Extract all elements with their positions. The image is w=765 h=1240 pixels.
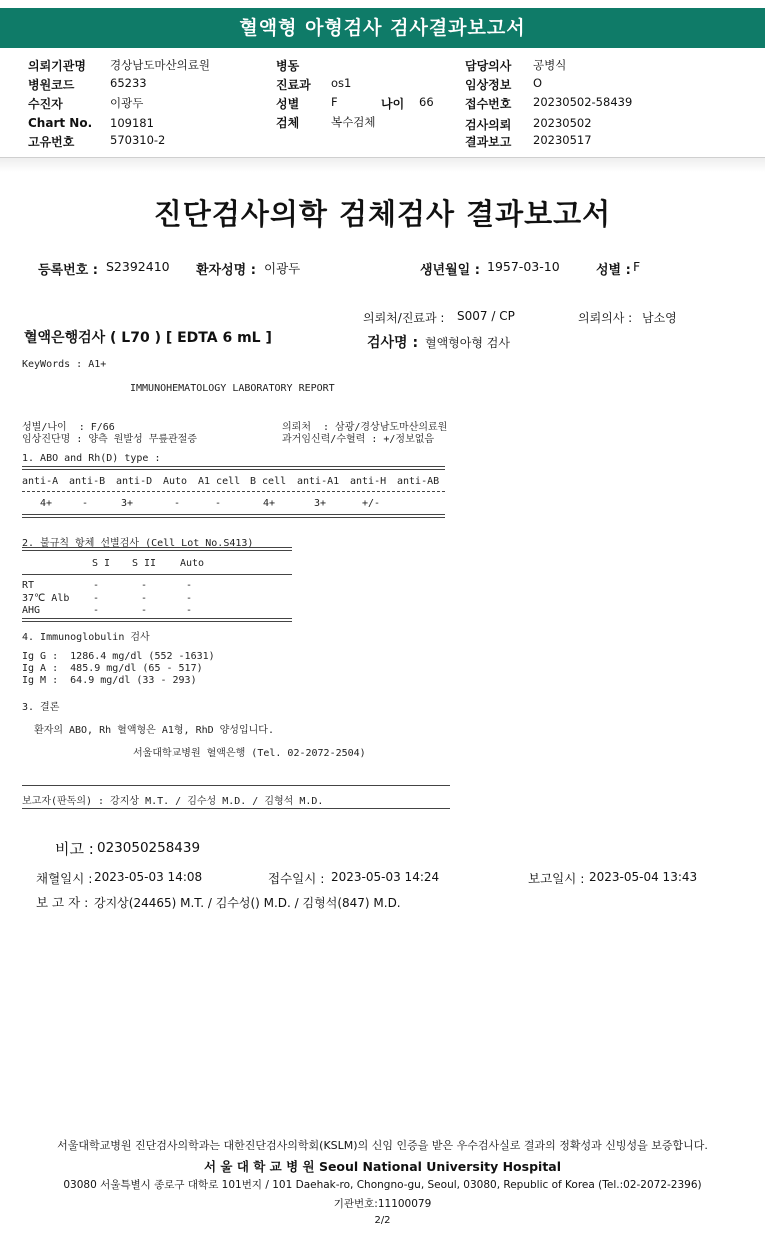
keywords: KeyWords : A1+ [22,359,107,370]
divider [22,466,445,470]
header-value: O [533,76,543,90]
screen-row-label: 37℃ Alb [22,593,70,604]
report-time-label: 보고일시 : [528,871,585,886]
section4-title: 4. Immunoglobulin 검사 [22,632,150,643]
header-banner [0,8,765,48]
collect-value: 2023-05-03 14:08 [94,870,203,884]
screen-cell: - [93,605,100,616]
abo-header: anti-D [116,476,153,487]
abo-header: anti-A1 [297,476,340,487]
divider [22,491,445,492]
screen-cell: - [93,593,100,604]
section3-title: 3. 결론 [22,702,60,713]
section1-title: 1. ABO and Rh(D) type : [22,453,161,464]
header-value: os1 [331,76,352,90]
reporter-value: 강지상(24465) M.T. / 김수성() M.D. / 김형석(847) M.D. [94,896,401,910]
test-name-value: 혈액형아형 검사 [425,336,510,350]
report-title: 진단검사의학 검체검사 결과보고서 [153,197,612,231]
ig-line: Ig A : 485.9 mg/dl (65 - 517) [22,663,203,674]
header-label: 병원코드 [28,78,75,92]
remark-label: 비고 : [55,840,94,858]
header-value: 66 [419,95,434,109]
abo-value: - [174,498,181,509]
abo-value: 3+ [314,498,327,509]
header-value: 65233 [110,76,147,90]
report-time-value: 2023-05-04 13:43 [589,870,698,884]
reporter-label: 보 고 자 : [36,895,89,910]
doctor-value: 남소영 [642,311,677,325]
screen-cell: - [186,580,193,591]
abo-header: Auto [163,476,188,487]
abo-value: 4+ [40,498,53,509]
header-label: 검사의뢰 [465,118,512,132]
header-label: 나이 [381,97,405,111]
receive-label: 접수일시 : [268,871,325,886]
reg-number-label: 등록번호 : [38,263,98,278]
section2-title: 2. 불규칙 항체 선별검사 (Cell Lot No.S413) [22,538,254,549]
header-label: 수진자 [28,97,63,111]
screen-cell: - [141,605,148,616]
footer-code: 기관번호:11100079 [333,1198,432,1210]
sex-age-line: 성별/나이 : F/66 [22,422,115,433]
header-label: 성별 [276,97,300,111]
screen-cell: - [93,580,100,591]
screen-cell: - [186,593,193,604]
sex-label: 성별 : [596,263,631,278]
patient-name-label: 환자성명 : [196,263,256,278]
abo-header: anti-B [69,476,106,487]
receive-value: 2023-05-03 14:24 [331,870,440,884]
header-label: 접수번호 [465,97,512,111]
abo-value: 3+ [121,498,134,509]
divider [22,574,292,575]
footer-hospital: 서 울 대 학 교 병 원 Seoul National University Hospital [203,1159,562,1174]
header-value: 20230502-58439 [533,95,633,109]
screen-header: S II [132,558,157,569]
header-label: 의뢰기관명 [28,59,86,73]
sex-value: F [633,259,641,274]
collect-label: 채혈일시 : [36,871,93,886]
divider [22,618,292,622]
screen-cell: - [186,605,193,616]
doctor-label: 의뢰의사 : [578,311,633,325]
reg-number-value: S2392410 [106,259,170,274]
header-value: 경상남도마산의료원 [110,58,210,72]
dob-label: 생년월일 : [420,263,480,278]
ig-line: Ig G : 1286.4 mg/dl (552 -1631) [22,651,215,662]
header-value: 복수검체 [331,115,376,129]
abo-header: anti-AB [397,476,440,487]
header-value: 20230517 [533,133,592,147]
reporter-line: 보고자(판독의) : 강지상 M.T. / 김수성 M.D. / 김형석 M.D. [22,796,324,807]
conclusion: 환자의 ABO, Rh 혈액형은 A1형, RhD 양성입니다. [34,725,274,736]
diagnosis-line: 임상진단명 : 양측 원발성 무릎관절증 [22,434,198,445]
abo-value: +/- [362,498,381,509]
divider [22,514,445,518]
screen-header: S I [92,558,111,569]
screen-row-label: AHG [22,605,41,616]
abo-value: - [82,498,89,509]
history-line: 과거임신력/수혈력 : +/정보없음 [282,434,435,445]
test-group: 혈액은행검사 ( L70 ) [ EDTA 6 mL ] [24,330,272,346]
header-label: 임상정보 [465,78,512,92]
footer-notice: 서울대학교병원 진단검사의학과는 대한진단검사의학회(KSLM)의 신임 인증을 받은 우수검사실로 결과의 정확성과 신빙성을 보증합니다. [57,1139,708,1152]
patient-name-value: 이광두 [264,261,301,276]
abo-value: 4+ [263,498,276,509]
header-divider [0,157,765,172]
abo-value: - [215,498,222,509]
test-name-label: 검사명 : [367,335,419,351]
header-label: 진료과 [276,78,311,92]
divider [22,785,450,786]
screen-row-label: RT [22,580,35,591]
page-number: 2/2 [374,1215,391,1226]
header-value: 20230502 [533,116,592,130]
header-label: 고유번호 [28,135,75,149]
abo-header: A1 cell [198,476,241,487]
abo-header: anti-A [22,476,59,487]
dept-label: 의뢰처/진료과 : [363,311,445,325]
screen-header: Auto [180,558,205,569]
screen-cell: - [141,593,148,604]
header-value: 570310-2 [110,133,166,147]
divider [22,547,292,551]
dob-value: 1957-03-10 [487,259,560,274]
footer-address: 03080 서울특별시 종로구 대학로 101번지 / 101 Daehak-ro, Chongno-gu, Seoul, 03080, Republic of Korea (Tel.:02-2072-2396) [63,1179,702,1191]
page-title: 혈액형 아형검사 검사결과보고서 [239,17,526,39]
dept-value: S007 / CP [457,309,515,323]
divider [22,808,450,809]
header-value: 공병식 [533,58,567,72]
header-label: 병동 [276,59,300,73]
lab-report-title: IMMUNOHEMATOLOGY LABORATORY REPORT [130,383,335,394]
screen-cell: - [141,580,148,591]
header-label: 결과보고 [465,135,512,149]
remark-value: 023050258439 [97,840,201,856]
header-label: Chart No. [28,116,93,130]
referral-line: 의뢰처 : 삼광/경상남도마산의료원 [282,422,448,433]
header-value: 이광두 [110,96,144,110]
ig-line: Ig M : 64.9 mg/dl (33 - 293) [22,675,197,686]
header-label: 담당의사 [465,59,512,73]
header-value: 109181 [110,116,154,130]
blood-bank: 서울대학교병원 혈액은행 (Tel. 02-2072-2504) [133,748,366,759]
abo-header: anti-H [350,476,387,487]
header-value: F [331,95,338,109]
abo-header: B cell [250,476,287,487]
header-label: 검체 [276,116,300,130]
